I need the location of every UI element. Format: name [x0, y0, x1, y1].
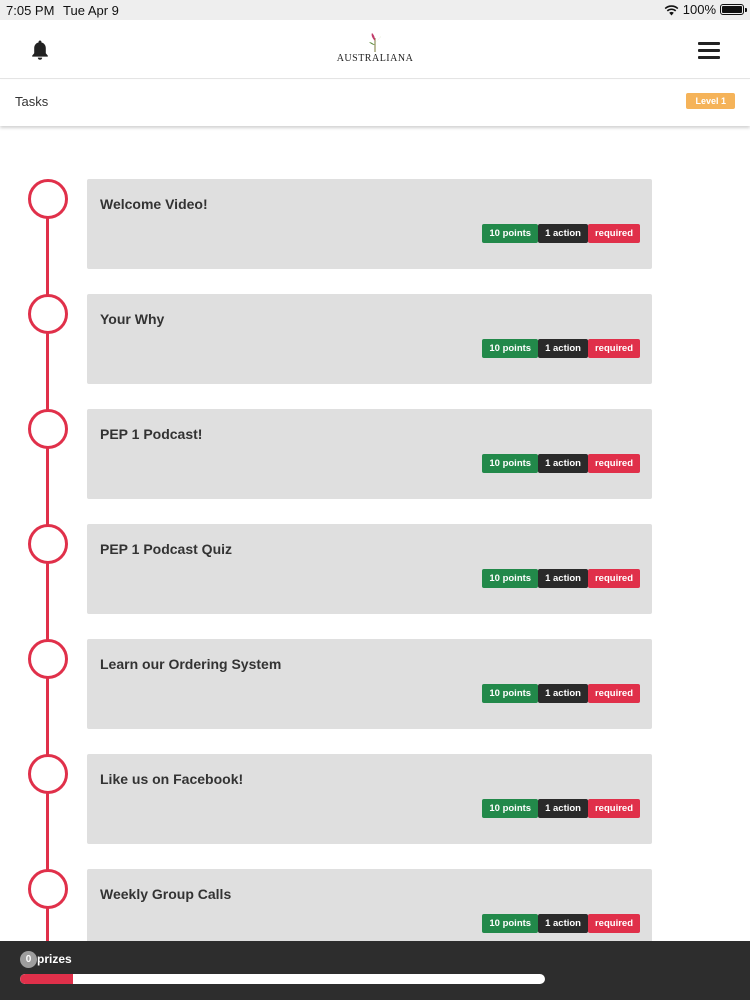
logo-wordmark: AUSTRALIANA	[336, 53, 414, 64]
task-badges	[482, 339, 640, 358]
status-date: Tue Apr 9	[63, 3, 119, 18]
action-badge: 1 action	[538, 224, 588, 243]
required-badge: required	[588, 914, 640, 933]
task-badges	[482, 224, 640, 243]
status-right	[664, 2, 744, 17]
wifi-icon	[664, 4, 679, 16]
task-item[interactable]	[0, 294, 750, 384]
status-time: 7:05 PM	[6, 3, 55, 18]
points-badge: 10 points	[482, 339, 538, 358]
brand-logo	[335, 32, 415, 72]
task-item[interactable]	[0, 409, 750, 499]
action-badge: 1 action	[538, 914, 588, 933]
required-badge: required	[588, 799, 640, 818]
points-badge: 10 points	[482, 454, 538, 473]
page-subheader	[0, 80, 750, 126]
task-badges	[482, 799, 640, 818]
points-badge: 10 points	[482, 684, 538, 703]
level-badge: Level 1	[686, 93, 735, 109]
timeline-node	[28, 639, 68, 679]
task-item[interactable]	[0, 524, 750, 614]
task-title: Weekly Group Calls	[100, 886, 232, 902]
task-card[interactable]	[87, 294, 652, 384]
task-title: Learn our Ordering System	[100, 656, 282, 672]
required-badge: required	[588, 454, 640, 473]
task-title: Like us on Facebook!	[100, 771, 244, 787]
required-badge: required	[588, 684, 640, 703]
timeline-node	[28, 294, 68, 334]
task-card[interactable]	[87, 754, 652, 844]
points-badge: 10 points	[482, 569, 538, 588]
task-item[interactable]	[0, 754, 750, 844]
prize-progress-fill	[20, 974, 73, 984]
action-badge: 1 action	[538, 339, 588, 358]
app-header	[0, 20, 750, 79]
timeline-node	[28, 754, 68, 794]
task-title: Your Why	[100, 311, 165, 327]
timeline-node	[28, 409, 68, 449]
task-item[interactable]	[0, 639, 750, 729]
status-bar	[0, 0, 750, 20]
points-badge: 10 points	[482, 799, 538, 818]
task-item[interactable]	[0, 179, 750, 269]
prize-label: prizes	[37, 952, 72, 966]
points-badge: 10 points	[482, 224, 538, 243]
task-card[interactable]	[87, 639, 652, 729]
timeline-node	[28, 869, 68, 909]
action-badge: 1 action	[538, 454, 588, 473]
task-card[interactable]	[87, 524, 652, 614]
required-badge: required	[588, 569, 640, 588]
task-title: PEP 1 Podcast!	[100, 426, 203, 442]
task-badges	[482, 454, 640, 473]
bell-icon[interactable]	[28, 38, 52, 62]
prizes-footer[interactable]	[0, 941, 750, 1000]
battery-percent: 100%	[682, 2, 716, 17]
task-title: Welcome Video!	[100, 196, 208, 212]
required-badge: required	[588, 339, 640, 358]
task-badges	[482, 684, 640, 703]
timeline-node	[28, 524, 68, 564]
page-title: Tasks	[15, 94, 49, 109]
task-title: PEP 1 Podcast Quiz	[100, 541, 233, 557]
points-badge: 10 points	[482, 914, 538, 933]
action-badge: 1 action	[538, 799, 588, 818]
prize-count-badge: 0	[20, 951, 37, 968]
required-badge: required	[588, 224, 640, 243]
task-card[interactable]	[87, 179, 652, 269]
task-card[interactable]	[87, 409, 652, 499]
timeline-node	[28, 179, 68, 219]
logo-flower-icon	[335, 32, 415, 54]
action-badge: 1 action	[538, 684, 588, 703]
hamburger-menu-icon[interactable]	[698, 42, 720, 60]
battery-icon	[720, 4, 744, 15]
prize-progress-bar	[20, 974, 545, 984]
task-badges	[482, 914, 640, 933]
action-badge: 1 action	[538, 569, 588, 588]
task-badges	[482, 569, 640, 588]
